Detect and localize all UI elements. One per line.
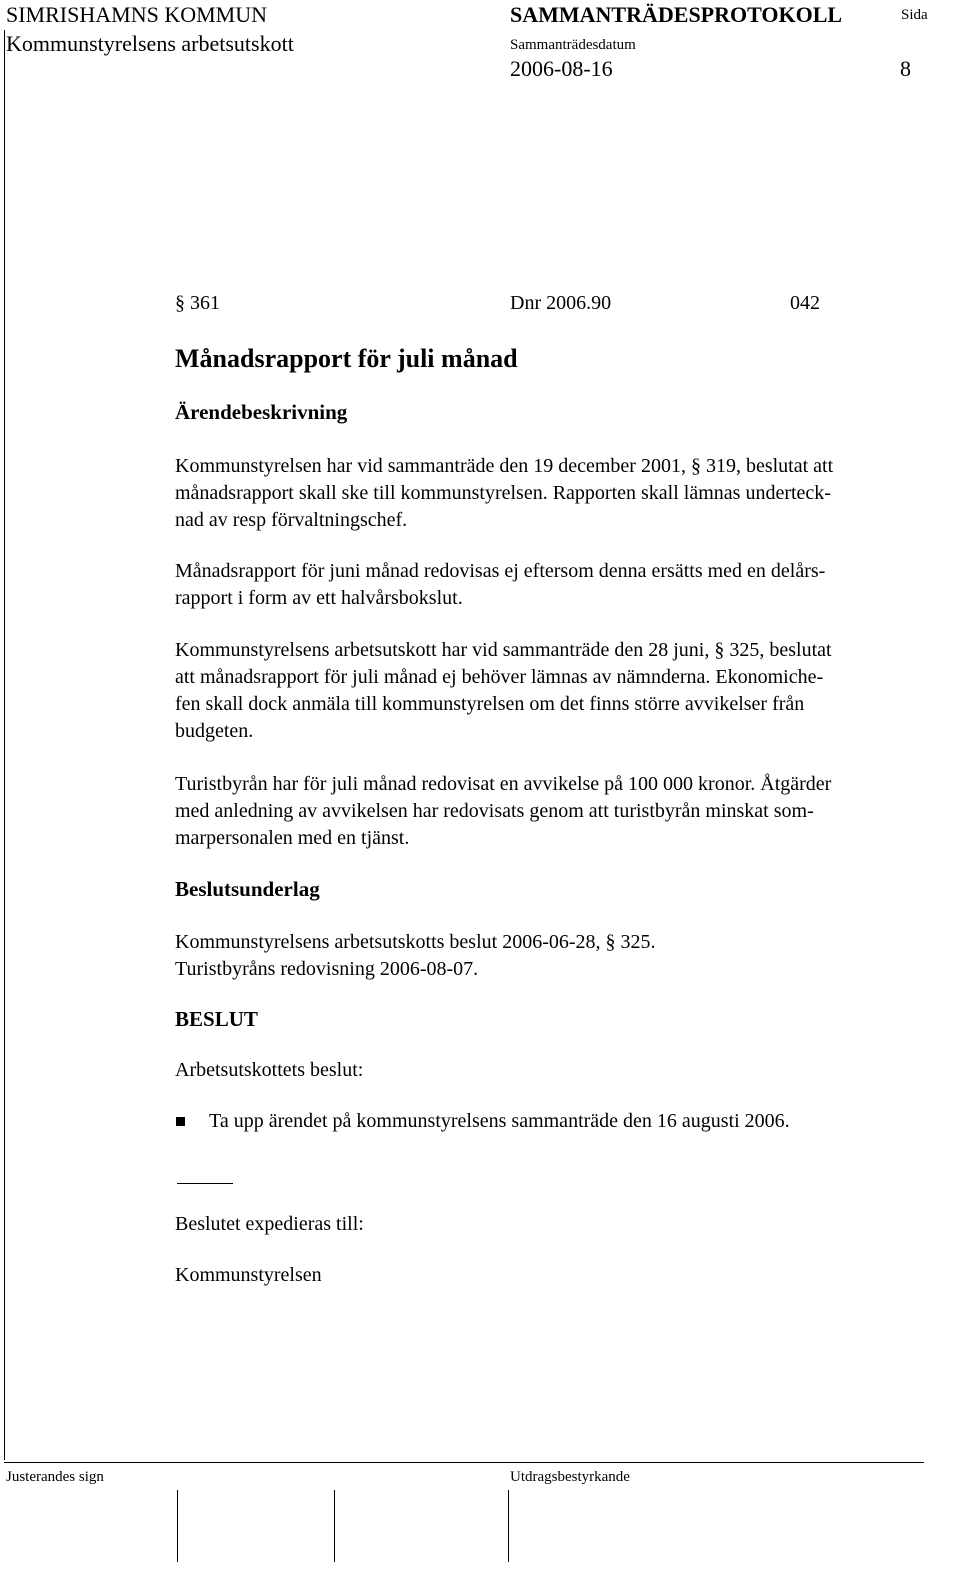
decision-intro: Arbetsutskottets beslut: bbox=[175, 1059, 364, 1081]
page-number: 8 bbox=[900, 56, 911, 81]
basis-item: Kommunstyrelsens arbetsutskotts beslut 2006-06-28, § 325. bbox=[175, 931, 656, 953]
paragraph-line: budgeten. bbox=[175, 720, 254, 742]
date-label: Sammanträdesdatum bbox=[510, 37, 636, 53]
paragraph-line: fen skall dock anmäla till kommunstyrelsen om det finns större avvikelser från bbox=[175, 693, 805, 715]
paragraph-4 bbox=[175, 771, 935, 852]
footer-rule bbox=[4, 1462, 924, 1463]
paragraph-3 bbox=[175, 637, 935, 745]
case-title: Månadsrapport för juli månad bbox=[175, 344, 518, 373]
basis-heading: Beslutsunderlag bbox=[175, 877, 320, 901]
square-bullet-icon bbox=[176, 1117, 185, 1126]
paragraph-line: Kommunstyrelsens arbetsutskott har vid sammanträde den 28 juni, § 325, beslutat bbox=[175, 639, 832, 661]
dispatch-label: Beslutet expedieras till: bbox=[175, 1213, 364, 1235]
basis-list bbox=[175, 929, 935, 983]
paragraph-line: med anledning av avvikelsen har redovisats genom att turistbyrån minskat som- bbox=[175, 800, 814, 822]
decision-heading: BESLUT bbox=[175, 1007, 258, 1031]
case-paragraph: § 361 bbox=[175, 292, 220, 314]
paragraph-line: Kommunstyrelsen har vid sammanträde den 19 december 2001, § 319, beslutat att bbox=[175, 455, 834, 477]
paragraph-line: rapport i form av ett halvårsbokslut. bbox=[175, 587, 463, 609]
board-name: Kommunstyrelsens arbetsutskott bbox=[6, 31, 294, 56]
separator-dash bbox=[177, 1183, 233, 1184]
case-dnr: Dnr 2006.90 bbox=[510, 292, 612, 314]
description-heading: Ärendebeskrivning bbox=[175, 400, 348, 424]
signature-box-divider bbox=[508, 1490, 509, 1562]
dispatch-recipient: Kommunstyrelsen bbox=[175, 1264, 322, 1286]
document-type: SAMMANTRÄDESPROTOKOLL bbox=[510, 2, 843, 27]
municipality-name: SIMRISHAMNS KOMMUN bbox=[6, 2, 267, 27]
signature-box-divider bbox=[177, 1490, 178, 1562]
paragraph-line: månadsrapport skall ske till kommunstyrelsen. Rapporten skall lämnas underteck- bbox=[175, 482, 831, 504]
paragraph-line: marpersonalen med en tjänst. bbox=[175, 827, 410, 849]
decision-item: Ta upp ärendet på kommunstyrelsens sammanträde den 16 augusti 2006. bbox=[209, 1110, 790, 1132]
paragraph-line: Turistbyrån har för juli månad redovisat en avvikelse på 100 000 kronor. Åtgärder bbox=[175, 773, 832, 795]
paragraph-line: Månadsrapport för juni månad redovisas ej eftersom denna ersätts med en delårs- bbox=[175, 560, 826, 582]
left-margin-rule bbox=[4, 30, 5, 1460]
paragraph-2 bbox=[175, 558, 935, 612]
case-code: 042 bbox=[790, 292, 820, 314]
meeting-date: 2006-08-16 bbox=[510, 56, 613, 81]
adjuster-sign-label: Justerandes sign bbox=[6, 1469, 104, 1485]
signature-box-divider bbox=[334, 1490, 335, 1562]
extract-cert-label: Utdragsbestyrkande bbox=[510, 1469, 630, 1485]
paragraph-line: nad av resp förvaltningschef. bbox=[175, 509, 408, 531]
page-label: Sida bbox=[901, 7, 928, 23]
paragraph-1 bbox=[175, 453, 935, 534]
paragraph-line: att månadsrapport för juli månad ej behöver lämnas av nämnderna. Ekonomiche- bbox=[175, 666, 824, 688]
basis-item: Turistbyråns redovisning 2006-08-07. bbox=[175, 958, 479, 980]
